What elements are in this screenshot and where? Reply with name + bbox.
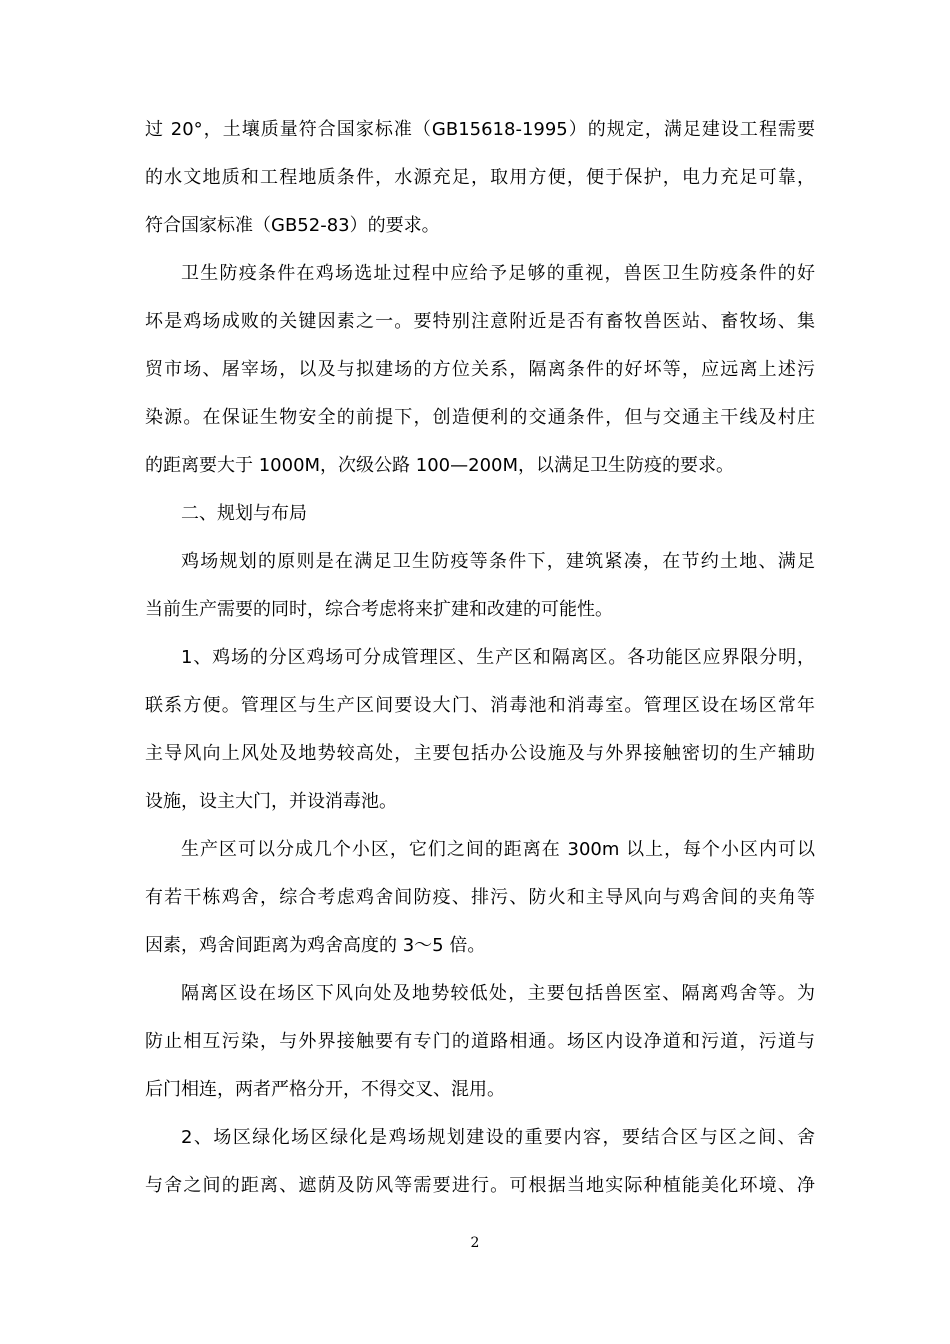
text-line: 的水文地质和工程地质条件，水源充足，取用方便，便于保护，电力充足可靠， — [145, 167, 815, 188]
text-line: 的距离要大于 1000M，次级公路 100—200M，以满足卫生防疫的要求。 — [145, 455, 735, 476]
text-line: 生产区可以分成几个小区，它们之间的距离在 300m 以上，每个小区内可以 — [181, 839, 815, 860]
text-line: 2、场区绿化场区绿化是鸡场规划建设的重要内容，要结合区与区之间、舍 — [181, 1127, 815, 1148]
text-line: 隔离区设在场区下风向处及地势较低处，主要包括兽医室、隔离鸡舍等。为 — [181, 983, 815, 1004]
text-line: 鸡场规划的原则是在满足卫生防疫等条件下，建筑紧凑，在节约土地、满足 — [181, 551, 815, 572]
text-line: 后门相连，两者严格分开，不得交叉、混用。 — [145, 1079, 505, 1100]
text-line: 有若干栋鸡舍，综合考虑鸡舍间防疫、排污、防火和主导风向与鸡舍间的夹角等 — [145, 887, 815, 908]
section-heading: 二、规划与布局 — [181, 503, 307, 524]
text-line: 过 20°，土壤质量符合国家标准（GB15618-1995）的规定，满足建设工程需要 — [145, 119, 815, 140]
text-line: 主导风向上风处及地势较高处，主要包括办公设施及与外界接触密切的生产辅助 — [145, 743, 815, 764]
page-number: 2 — [470, 1235, 480, 1251]
text-line: 设施，设主大门，并设消毒池。 — [145, 791, 397, 812]
text-line: 当前生产需要的同时，综合考虑将来扩建和改建的可能性。 — [145, 599, 613, 620]
text-line: 卫生防疫条件在鸡场选址过程中应给予足够的重视，兽医卫生防疫条件的好 — [181, 263, 815, 284]
text-line: 因素，鸡舍间距离为鸡舍高度的 3～5 倍。 — [145, 935, 486, 956]
text-line: 1、鸡场的分区鸡场可分成管理区、生产区和隔离区。各功能区应界限分明， — [181, 647, 815, 668]
text-line: 联系方便。管理区与生产区间要设大门、消毒池和消毒室。管理区设在场区常年 — [145, 695, 815, 716]
text-line: 符合国家标准（GB52-83）的要求。 — [145, 215, 440, 236]
text-line: 与舍之间的距离、遮荫及防风等需要进行。可根据当地实际种植能美化环境、净 — [145, 1175, 815, 1196]
text-line: 贸市场、屠宰场，以及与拟建场的方位关系，隔离条件的好坏等，应远离上述污 — [145, 359, 815, 380]
text-line: 染源。在保证生物安全的前提下，创造便利的交通条件，但与交通主干线及村庄 — [145, 407, 815, 428]
text-line: 防止相互污染，与外界接触要有专门的道路相通。场区内设净道和污道，污道与 — [145, 1031, 815, 1052]
text-line: 坏是鸡场成败的关键因素之一。要特别注意附近是否有畜牧兽医站、畜牧场、集 — [145, 311, 815, 332]
